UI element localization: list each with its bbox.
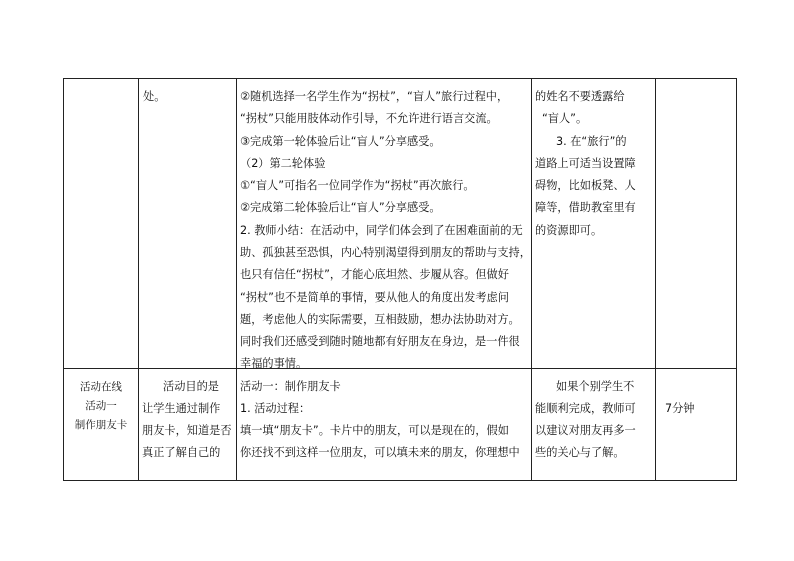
notes-line: 的资源即可。 xyxy=(535,224,603,237)
table-row xyxy=(64,79,737,369)
notes-line: 的姓名不要透露给 xyxy=(535,90,625,103)
process-line: “拐杖”只能用肢体动作引导，不允许进行语言交流。 xyxy=(240,112,498,125)
notes-line: 碍物，比如板凳、人 xyxy=(535,179,636,192)
notes-line: 道路上可适当设置障 xyxy=(535,157,636,170)
process-line: 题，考虑他人的实际需要，互相鼓励，想办法协助对方。 xyxy=(240,313,520,326)
table-row xyxy=(64,369,737,481)
cell-goal xyxy=(139,79,237,369)
activity-line: 活动一 xyxy=(85,400,117,412)
process-line: （2）第二轮体验 xyxy=(240,157,326,170)
notes-line: 如果个别学生不 xyxy=(556,380,635,393)
cell-activity xyxy=(64,369,139,481)
cell-activity xyxy=(64,79,139,369)
process-line: 助、孤独甚至恐惧，内心特别渴望得到朋友的帮助与支持， xyxy=(240,246,531,259)
process-line: 2. 教师小结：在活动中，同学们体会到了在困难面前的无 xyxy=(240,224,523,237)
process-line: 1. 活动过程： xyxy=(240,402,311,415)
goal-line: 真正了解自己的 xyxy=(142,446,221,459)
lesson-plan-table xyxy=(63,78,737,481)
cell-time xyxy=(656,369,737,481)
goal-text: 处。 xyxy=(143,90,166,103)
process-line: ③完成第一轮体验后让“盲人”分享感受。 xyxy=(240,135,441,148)
notes-line: “盲人”。 xyxy=(542,112,588,125)
cell-time xyxy=(656,79,737,369)
cell-notes xyxy=(532,369,656,481)
process-line: 同时我们还感受到随时随地都有好朋友在身边，是一件很 xyxy=(240,335,520,348)
activity-line: 活动在线 xyxy=(80,381,122,393)
cell-process xyxy=(237,369,532,481)
process-line: ②完成第二轮体验后让“盲人”分享感受。 xyxy=(240,201,441,214)
process-line: 填一填“朋友卡”。卡片中的朋友，可以是现在的，假如 xyxy=(240,424,509,437)
time-value: 7分钟 xyxy=(665,402,695,415)
process-line: 你还找不到这样一位朋友，可以填未来的朋友，你理想中 xyxy=(240,446,520,459)
process-line: ①“盲人”可指名一位同学作为“拐杖”再次旅行。 xyxy=(240,179,475,192)
process-line: 活动一：制作朋友卡 xyxy=(240,380,341,393)
process-line: ②随机选择一名学生作为“拐杖”，“盲人”旅行过程中， xyxy=(240,90,509,103)
goal-line: 活动目的是 xyxy=(163,380,219,393)
notes-line: 些的关心与了解。 xyxy=(535,446,625,459)
notes-line: 3. 在“旅行”的 xyxy=(556,135,627,148)
process-line: 幸福的事情。 xyxy=(240,357,308,370)
notes-line: 障等，借助教室里有 xyxy=(535,201,636,214)
cell-goal xyxy=(139,369,237,481)
cell-process xyxy=(237,79,532,369)
goal-line: 朋友卡，知道是否 xyxy=(142,424,232,437)
process-line: “拐杖”也不是简单的事情，要从他人的角度出发考虑问 xyxy=(240,291,509,304)
goal-line: 让学生通过制作 xyxy=(142,402,221,415)
activity-line: 制作朋友卡 xyxy=(74,419,128,431)
cell-notes xyxy=(532,79,656,369)
notes-line: 以建议对朋友再多一 xyxy=(535,424,636,437)
process-line: 也只有信任“拐杖”，才能心底坦然、步履从容。但做好 xyxy=(240,268,509,281)
notes-line: 能顺利完成，教师可 xyxy=(535,402,636,415)
